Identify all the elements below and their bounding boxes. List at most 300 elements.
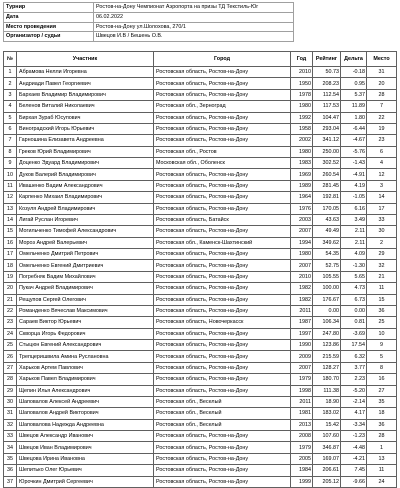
cell-year: 1978 — [291, 89, 313, 100]
cell-year: 1994 — [291, 237, 313, 248]
cell-year: 1987 — [291, 317, 313, 328]
cell-number: 2 — [4, 78, 17, 89]
cell-delta: 0.95 — [341, 78, 367, 89]
cell-participant: Рещупов Сергей Олегович — [17, 294, 154, 305]
organizer-label: Организатор / судьи — [4, 32, 94, 42]
cell-rating: 18.90 — [313, 396, 341, 407]
cell-city: Ростовская область, Ростов-на-Дону — [154, 305, 291, 316]
cell-city: Ростовская область, Ростов-на-Дону — [154, 453, 291, 464]
cell-participant: Швецов Александр Иванович — [17, 431, 154, 442]
cell-rating: 341.12 — [313, 135, 341, 146]
cell-place: 36 — [367, 305, 397, 316]
cell-delta: 3.49 — [341, 214, 367, 225]
cell-participant: Харьков Артем Павлович — [17, 362, 154, 373]
cell-participant: Лигай Руслан Игоревич — [17, 214, 154, 225]
cell-city: Ростовская обл., Веселый — [154, 408, 291, 419]
cell-number: 8 — [4, 146, 17, 157]
cell-city: Ростовская область, Ростов-на-Дону — [154, 203, 291, 214]
cell-place: 20 — [367, 78, 397, 89]
cell-place: 32 — [367, 260, 397, 271]
cell-delta: 4.17 — [341, 408, 367, 419]
cell-city: Ростовская область, Ростов-на-Дону — [154, 431, 291, 442]
cell-rating: 180.70 — [313, 374, 341, 385]
cell-year: 1958 — [291, 123, 313, 134]
cell-delta: 11.89 — [341, 101, 367, 112]
cell-number: 15 — [4, 226, 17, 237]
cell-year: 2007 — [291, 226, 313, 237]
cell-delta: 5.37 — [341, 89, 367, 100]
info-row-tournament — [4, 3, 294, 13]
cell-year: 1982 — [291, 294, 313, 305]
cell-participant: Андриади Павел Георгиевич — [17, 78, 154, 89]
tournament-info-table — [3, 2, 294, 42]
cell-place: 13 — [367, 453, 397, 464]
cell-rating: 302.52 — [313, 158, 341, 169]
cell-number: 26 — [4, 351, 17, 362]
cell-number: 18 — [4, 260, 17, 271]
cell-delta: 4.09 — [341, 249, 367, 260]
cell-participant: Омельченко Дмитрий Петрович — [17, 249, 154, 260]
cell-delta: -9.66 — [341, 476, 367, 487]
table-row — [4, 249, 397, 260]
cell-number: 3 — [4, 89, 17, 100]
cell-year: 2007 — [291, 260, 313, 271]
cell-number: 34 — [4, 442, 17, 453]
cell-place: 28 — [367, 89, 397, 100]
cell-delta: 7.45 — [341, 465, 367, 476]
cell-rating: 106.34 — [313, 317, 341, 328]
table-row — [4, 419, 397, 430]
cell-participant: Абрамова Нелли Игоревна — [17, 67, 154, 78]
cell-delta: 6.16 — [341, 203, 367, 214]
cell-year: 2013 — [291, 419, 313, 430]
cell-number: 17 — [4, 249, 17, 260]
cell-rating: 111.38 — [313, 385, 341, 396]
cell-number: 6 — [4, 123, 17, 134]
table-row — [4, 374, 397, 385]
cell-delta: -3.34 — [341, 419, 367, 430]
cell-year: 1982 — [291, 283, 313, 294]
venue-label: Место проведения — [4, 22, 94, 32]
cell-place: 11 — [367, 283, 397, 294]
results-table — [3, 51, 397, 488]
cell-rating: 128.27 — [313, 362, 341, 373]
cell-place: 7 — [367, 101, 397, 112]
info-row-date — [4, 12, 294, 22]
cell-participant: Романденко Вячеслав Максимович — [17, 305, 154, 316]
cell-rating: 50.73 — [313, 67, 341, 78]
cell-number: 10 — [4, 169, 17, 180]
cell-number: 36 — [4, 465, 17, 476]
cell-place: 18 — [367, 408, 397, 419]
table-row — [4, 158, 397, 169]
table-row — [4, 271, 397, 282]
cell-city: Ростовская область, Ростов-на-Дону — [154, 442, 291, 453]
organizer-value: Швецов И.В / Бешень О.В. — [94, 32, 294, 42]
cell-delta: -4.21 — [341, 453, 367, 464]
cell-place: 3 — [367, 180, 397, 191]
table-row — [4, 396, 397, 407]
cell-place: 31 — [367, 67, 397, 78]
cell-participant: Бирхая Зураб Юсупович — [17, 112, 154, 123]
cell-place: 33 — [367, 214, 397, 225]
cell-number: 30 — [4, 396, 17, 407]
table-row — [4, 146, 397, 157]
cell-participant: Швецов Иван Владимирович — [17, 442, 154, 453]
cell-city: Ростовская область, Ростов-на-Дону — [154, 169, 291, 180]
cell-place: 28 — [367, 431, 397, 442]
cell-city: Ростовская область, Ростов-на-Дону — [154, 249, 291, 260]
cell-number: 22 — [4, 305, 17, 316]
cell-city: Ростовская область, Ростов-на-Дону — [154, 89, 291, 100]
cell-delta: 17.54 — [341, 340, 367, 351]
header-city: Город — [154, 52, 291, 67]
cell-number: 31 — [4, 408, 17, 419]
table-row — [4, 135, 397, 146]
cell-rating: 206.61 — [313, 465, 341, 476]
cell-place: 5 — [367, 351, 397, 362]
cell-delta: -5.20 — [341, 385, 367, 396]
cell-year: 2011 — [291, 305, 313, 316]
cell-delta: 3.77 — [341, 362, 367, 373]
cell-place: 15 — [367, 294, 397, 305]
cell-place: 12 — [367, 169, 397, 180]
cell-rating: 205.12 — [313, 476, 341, 487]
table-row — [4, 294, 397, 305]
cell-delta: 2.11 — [341, 237, 367, 248]
cell-participant: Шаповалова Надежда Андреевна — [17, 419, 154, 430]
cell-number: 29 — [4, 385, 17, 396]
cell-year: 2009 — [291, 351, 313, 362]
header-delta: Дельта — [341, 52, 367, 67]
cell-place: 16 — [367, 374, 397, 385]
cell-number: 21 — [4, 294, 17, 305]
cell-number: 33 — [4, 431, 17, 442]
cell-place: 23 — [367, 135, 397, 146]
cell-participant: Юрочкин Дмитрий Сергеевич — [17, 476, 154, 487]
cell-rating: 208.23 — [313, 78, 341, 89]
cell-number: 1 — [4, 67, 17, 78]
cell-place: 35 — [367, 396, 397, 407]
cell-number: 32 — [4, 419, 17, 430]
cell-city: Ростовская область, Батайск — [154, 214, 291, 225]
cell-rating: 54.35 — [313, 249, 341, 260]
cell-delta: 0.00 — [341, 305, 367, 316]
cell-year: 2002 — [291, 135, 313, 146]
table-row — [4, 362, 397, 373]
cell-participant: Шаповалов Алексей Андреевич — [17, 396, 154, 407]
cell-place: 4 — [367, 158, 397, 169]
cell-year: 2003 — [291, 214, 313, 225]
cell-year: 2011 — [291, 396, 313, 407]
cell-number: 9 — [4, 158, 17, 169]
table-row — [4, 283, 397, 294]
cell-year: 2008 — [291, 431, 313, 442]
cell-participant: Козуля Андрей Владимирович — [17, 203, 154, 214]
cell-rating: 112.54 — [313, 89, 341, 100]
cell-delta: -1.23 — [341, 431, 367, 442]
cell-city: Ростовская область, Ростов-на-Дону — [154, 476, 291, 487]
cell-participant: Швецова Ирина Ивановна — [17, 453, 154, 464]
cell-city: Ростовская обл., Каменск-Шахтинский — [154, 237, 291, 248]
cell-delta: 2.11 — [341, 226, 367, 237]
cell-delta: 6.32 — [341, 351, 367, 362]
cell-participant: Бархаев Владимир Владимирович — [17, 89, 154, 100]
cell-participant: Погребняк Вадим Михайлович — [17, 271, 154, 282]
cell-place: 10 — [367, 328, 397, 339]
cell-place: 27 — [367, 385, 397, 396]
table-row — [4, 453, 397, 464]
cell-participant: Ивашенко Вадим Александрович — [17, 180, 154, 191]
cell-delta: -4.67 — [341, 135, 367, 146]
cell-year: 1992 — [291, 112, 313, 123]
table-row — [4, 385, 397, 396]
cell-rating: 100.00 — [313, 283, 341, 294]
table-row — [4, 67, 397, 78]
cell-city: Ростовская обл., Веселый — [154, 419, 291, 430]
cell-rating: 43.63 — [313, 214, 341, 225]
cell-city: Ростовская область, Ростов-на-Дону — [154, 374, 291, 385]
cell-year: 1997 — [291, 328, 313, 339]
header-place: Место — [367, 52, 397, 67]
results-body — [4, 67, 397, 488]
cell-number: 5 — [4, 112, 17, 123]
cell-number: 13 — [4, 203, 17, 214]
cell-participant: Стыцюн Евгений Александрович — [17, 340, 154, 351]
cell-place: 1 — [367, 442, 397, 453]
cell-city: Ростовская область, Ростов-на-Дону — [154, 385, 291, 396]
cell-rating: 123.86 — [313, 340, 341, 351]
cell-place: 2 — [367, 237, 397, 248]
results-header-row — [4, 52, 397, 67]
cell-participant: Греков Юрий Владимирович — [17, 146, 154, 157]
cell-delta: -6.44 — [341, 123, 367, 134]
cell-place: 19 — [367, 123, 397, 134]
cell-participant: Могильченко Тимофей Александрович — [17, 226, 154, 237]
cell-place: 21 — [367, 271, 397, 282]
cell-city: Ростовская область, Ростов-на-Дону — [154, 67, 291, 78]
cell-rating: 15.42 — [313, 419, 341, 430]
cell-place: 29 — [367, 249, 397, 260]
cell-year: 1976 — [291, 203, 313, 214]
cell-city: Ростовская обл., Веселый — [154, 396, 291, 407]
cell-city: Ростовская область, Ростов-на-Дону — [154, 123, 291, 134]
cell-number: 23 — [4, 317, 17, 328]
cell-place: 30 — [367, 226, 397, 237]
table-row — [4, 192, 397, 203]
cell-city: Ростовская область, Ростов-на-Дону — [154, 192, 291, 203]
cell-year: 1980 — [291, 101, 313, 112]
cell-delta: -3.69 — [341, 328, 367, 339]
cell-delta: 0.81 — [341, 317, 367, 328]
cell-year: 1998 — [291, 385, 313, 396]
cell-year: 1964 — [291, 192, 313, 203]
cell-participant: Пукач Андрей Владимирович — [17, 283, 154, 294]
cell-number: 20 — [4, 283, 17, 294]
cell-city: Ростовская область, Ростов-на-Дону — [154, 78, 291, 89]
cell-number: 24 — [4, 328, 17, 339]
cell-city: Ростовская область, Ростов-на-Дону — [154, 362, 291, 373]
cell-city: Ростовская область, Ростов-на-Дону — [154, 465, 291, 476]
cell-rating: 247.80 — [313, 328, 341, 339]
cell-participant: Виноградский Игорь Юрьевич — [17, 123, 154, 134]
cell-delta: -1.05 — [341, 192, 367, 203]
cell-number: 27 — [4, 362, 17, 373]
cell-rating: 349.62 — [313, 237, 341, 248]
cell-year: 1980 — [291, 146, 313, 157]
cell-participant: Харьков Павел Владимирович — [17, 374, 154, 385]
table-row — [4, 351, 397, 362]
cell-number: 28 — [4, 374, 17, 385]
table-row — [4, 180, 397, 191]
cell-delta: 1.80 — [341, 112, 367, 123]
cell-place: 17 — [367, 203, 397, 214]
header-participant: Участник — [17, 52, 154, 67]
cell-city: Ростовская обл., Ростов — [154, 146, 291, 157]
table-row — [4, 214, 397, 225]
cell-place: 11 — [367, 465, 397, 476]
cell-participant: Трепцеришвила Амина Руслановна — [17, 351, 154, 362]
cell-delta: 6.73 — [341, 294, 367, 305]
table-row — [4, 237, 397, 248]
cell-rating: 250.00 — [313, 146, 341, 157]
cell-place: 25 — [367, 317, 397, 328]
cell-year: 2007 — [291, 362, 313, 373]
cell-place: 36 — [367, 419, 397, 430]
cell-rating: 281.45 — [313, 180, 341, 191]
cell-year: 1981 — [291, 408, 313, 419]
cell-place: 24 — [367, 476, 397, 487]
cell-number: 11 — [4, 180, 17, 191]
table-row — [4, 340, 397, 351]
table-row — [4, 169, 397, 180]
cell-city: Ростовская область, Ростов-на-Дону — [154, 112, 291, 123]
cell-delta: -4.91 — [341, 169, 367, 180]
table-row — [4, 465, 397, 476]
table-row — [4, 101, 397, 112]
table-row — [4, 78, 397, 89]
cell-year: 1989 — [291, 180, 313, 191]
date-value: 06.02.2022 — [94, 12, 294, 22]
cell-place: 9 — [367, 340, 397, 351]
cell-participant: Скворца Игорь Федорович — [17, 328, 154, 339]
cell-delta: -5.76 — [341, 146, 367, 157]
cell-rating: 0.00 — [313, 305, 341, 316]
cell-place: 14 — [367, 192, 397, 203]
cell-year: 2010 — [291, 271, 313, 282]
cell-number: 35 — [4, 453, 17, 464]
cell-rating: 117.53 — [313, 101, 341, 112]
cell-city: Ростовская область, Ростов-на-Дону — [154, 271, 291, 282]
cell-participant: Шаповалов Андрей Викторович — [17, 408, 154, 419]
cell-participant: Шепитько Олег Юрьевич — [17, 465, 154, 476]
cell-participant: Гарношина Елизавета Андреевна — [17, 135, 154, 146]
cell-rating: 52.75 — [313, 260, 341, 271]
table-row — [4, 203, 397, 214]
table-row — [4, 408, 397, 419]
tournament-value: Ростов-на-Дону Чемпионат Аэропорта на призы ТД Текстиль-Юг — [94, 3, 294, 13]
table-row — [4, 476, 397, 487]
cell-participant: Дуков Валерий Владимирович — [17, 169, 154, 180]
cell-city: Ростовская область, Ростов-на-Дону — [154, 351, 291, 362]
date-label: Дата — [4, 12, 94, 22]
cell-city: Ростовская область, Ростов-на-Дону — [154, 260, 291, 271]
cell-number: 19 — [4, 271, 17, 282]
venue-value: Ростов-на-Дону ул.Шолохова, 270/1 — [94, 22, 294, 32]
cell-delta: -1.30 — [341, 260, 367, 271]
table-row — [4, 431, 397, 442]
cell-participant: Щепин Илья Александрович — [17, 385, 154, 396]
cell-number: 12 — [4, 192, 17, 203]
cell-delta: 4.19 — [341, 180, 367, 191]
cell-participant: Беленов Виталий Николаевич — [17, 101, 154, 112]
cell-delta: -4.48 — [341, 442, 367, 453]
info-row-venue — [4, 22, 294, 32]
cell-delta: -1.43 — [341, 158, 367, 169]
cell-place: 6 — [367, 146, 397, 157]
cell-year: 1984 — [291, 465, 313, 476]
cell-city: Ростовская область, Ростов-на-Дону — [154, 180, 291, 191]
table-row — [4, 442, 397, 453]
cell-city: Ростовская область, Новочеркасск — [154, 317, 291, 328]
cell-year: 1979 — [291, 374, 313, 385]
cell-year: 2005 — [291, 453, 313, 464]
table-row — [4, 112, 397, 123]
cell-rating: 260.54 — [313, 169, 341, 180]
cell-rating: 346.87 — [313, 442, 341, 453]
table-row — [4, 89, 397, 100]
cell-year: 1950 — [291, 78, 313, 89]
cell-rating: 215.59 — [313, 351, 341, 362]
cell-number: 37 — [4, 476, 17, 487]
cell-rating: 104.47 — [313, 112, 341, 123]
cell-place: 8 — [367, 362, 397, 373]
cell-city: Ростовская область, Ростов-на-Дону — [154, 135, 291, 146]
cell-rating: 176.67 — [313, 294, 341, 305]
cell-participant: Доценко Эдуард Владимирович — [17, 158, 154, 169]
cell-city: Ростовская обл., Зерноград — [154, 101, 291, 112]
info-row-organizer — [4, 32, 294, 42]
cell-city: Ростовская область, Ростов-на-Дону — [154, 328, 291, 339]
cell-rating: 49.49 — [313, 226, 341, 237]
cell-number: 16 — [4, 237, 17, 248]
table-row — [4, 260, 397, 271]
cell-number: 25 — [4, 340, 17, 351]
cell-number: 4 — [4, 101, 17, 112]
header-number: № — [4, 52, 17, 67]
cell-year: 1979 — [291, 442, 313, 453]
cell-delta: 5.65 — [341, 271, 367, 282]
cell-participant: Сараев Виктор Юрьевич — [17, 317, 154, 328]
cell-rating: 105.55 — [313, 271, 341, 282]
cell-city: Ростовская область, Ростов-на-Дону — [154, 226, 291, 237]
cell-rating: 170.05 — [313, 203, 341, 214]
cell-city: Ростовская область, Ростов-на-Дону — [154, 340, 291, 351]
cell-delta: -0.18 — [341, 67, 367, 78]
table-row — [4, 328, 397, 339]
cell-participant: Омельченко Евгений Дмитриевич — [17, 260, 154, 271]
cell-year: 1980 — [291, 249, 313, 260]
cell-delta: 4.73 — [341, 283, 367, 294]
cell-year: 1983 — [291, 158, 313, 169]
cell-city: Московская обл., Оболенск — [154, 158, 291, 169]
cell-rating: 107.60 — [313, 431, 341, 442]
cell-place: 22 — [367, 112, 397, 123]
cell-city: Ростовская область, Ростов-на-Дону — [154, 283, 291, 294]
table-row — [4, 305, 397, 316]
table-row — [4, 123, 397, 134]
cell-city: Ростовская область, Ростов-на-Дону — [154, 294, 291, 305]
